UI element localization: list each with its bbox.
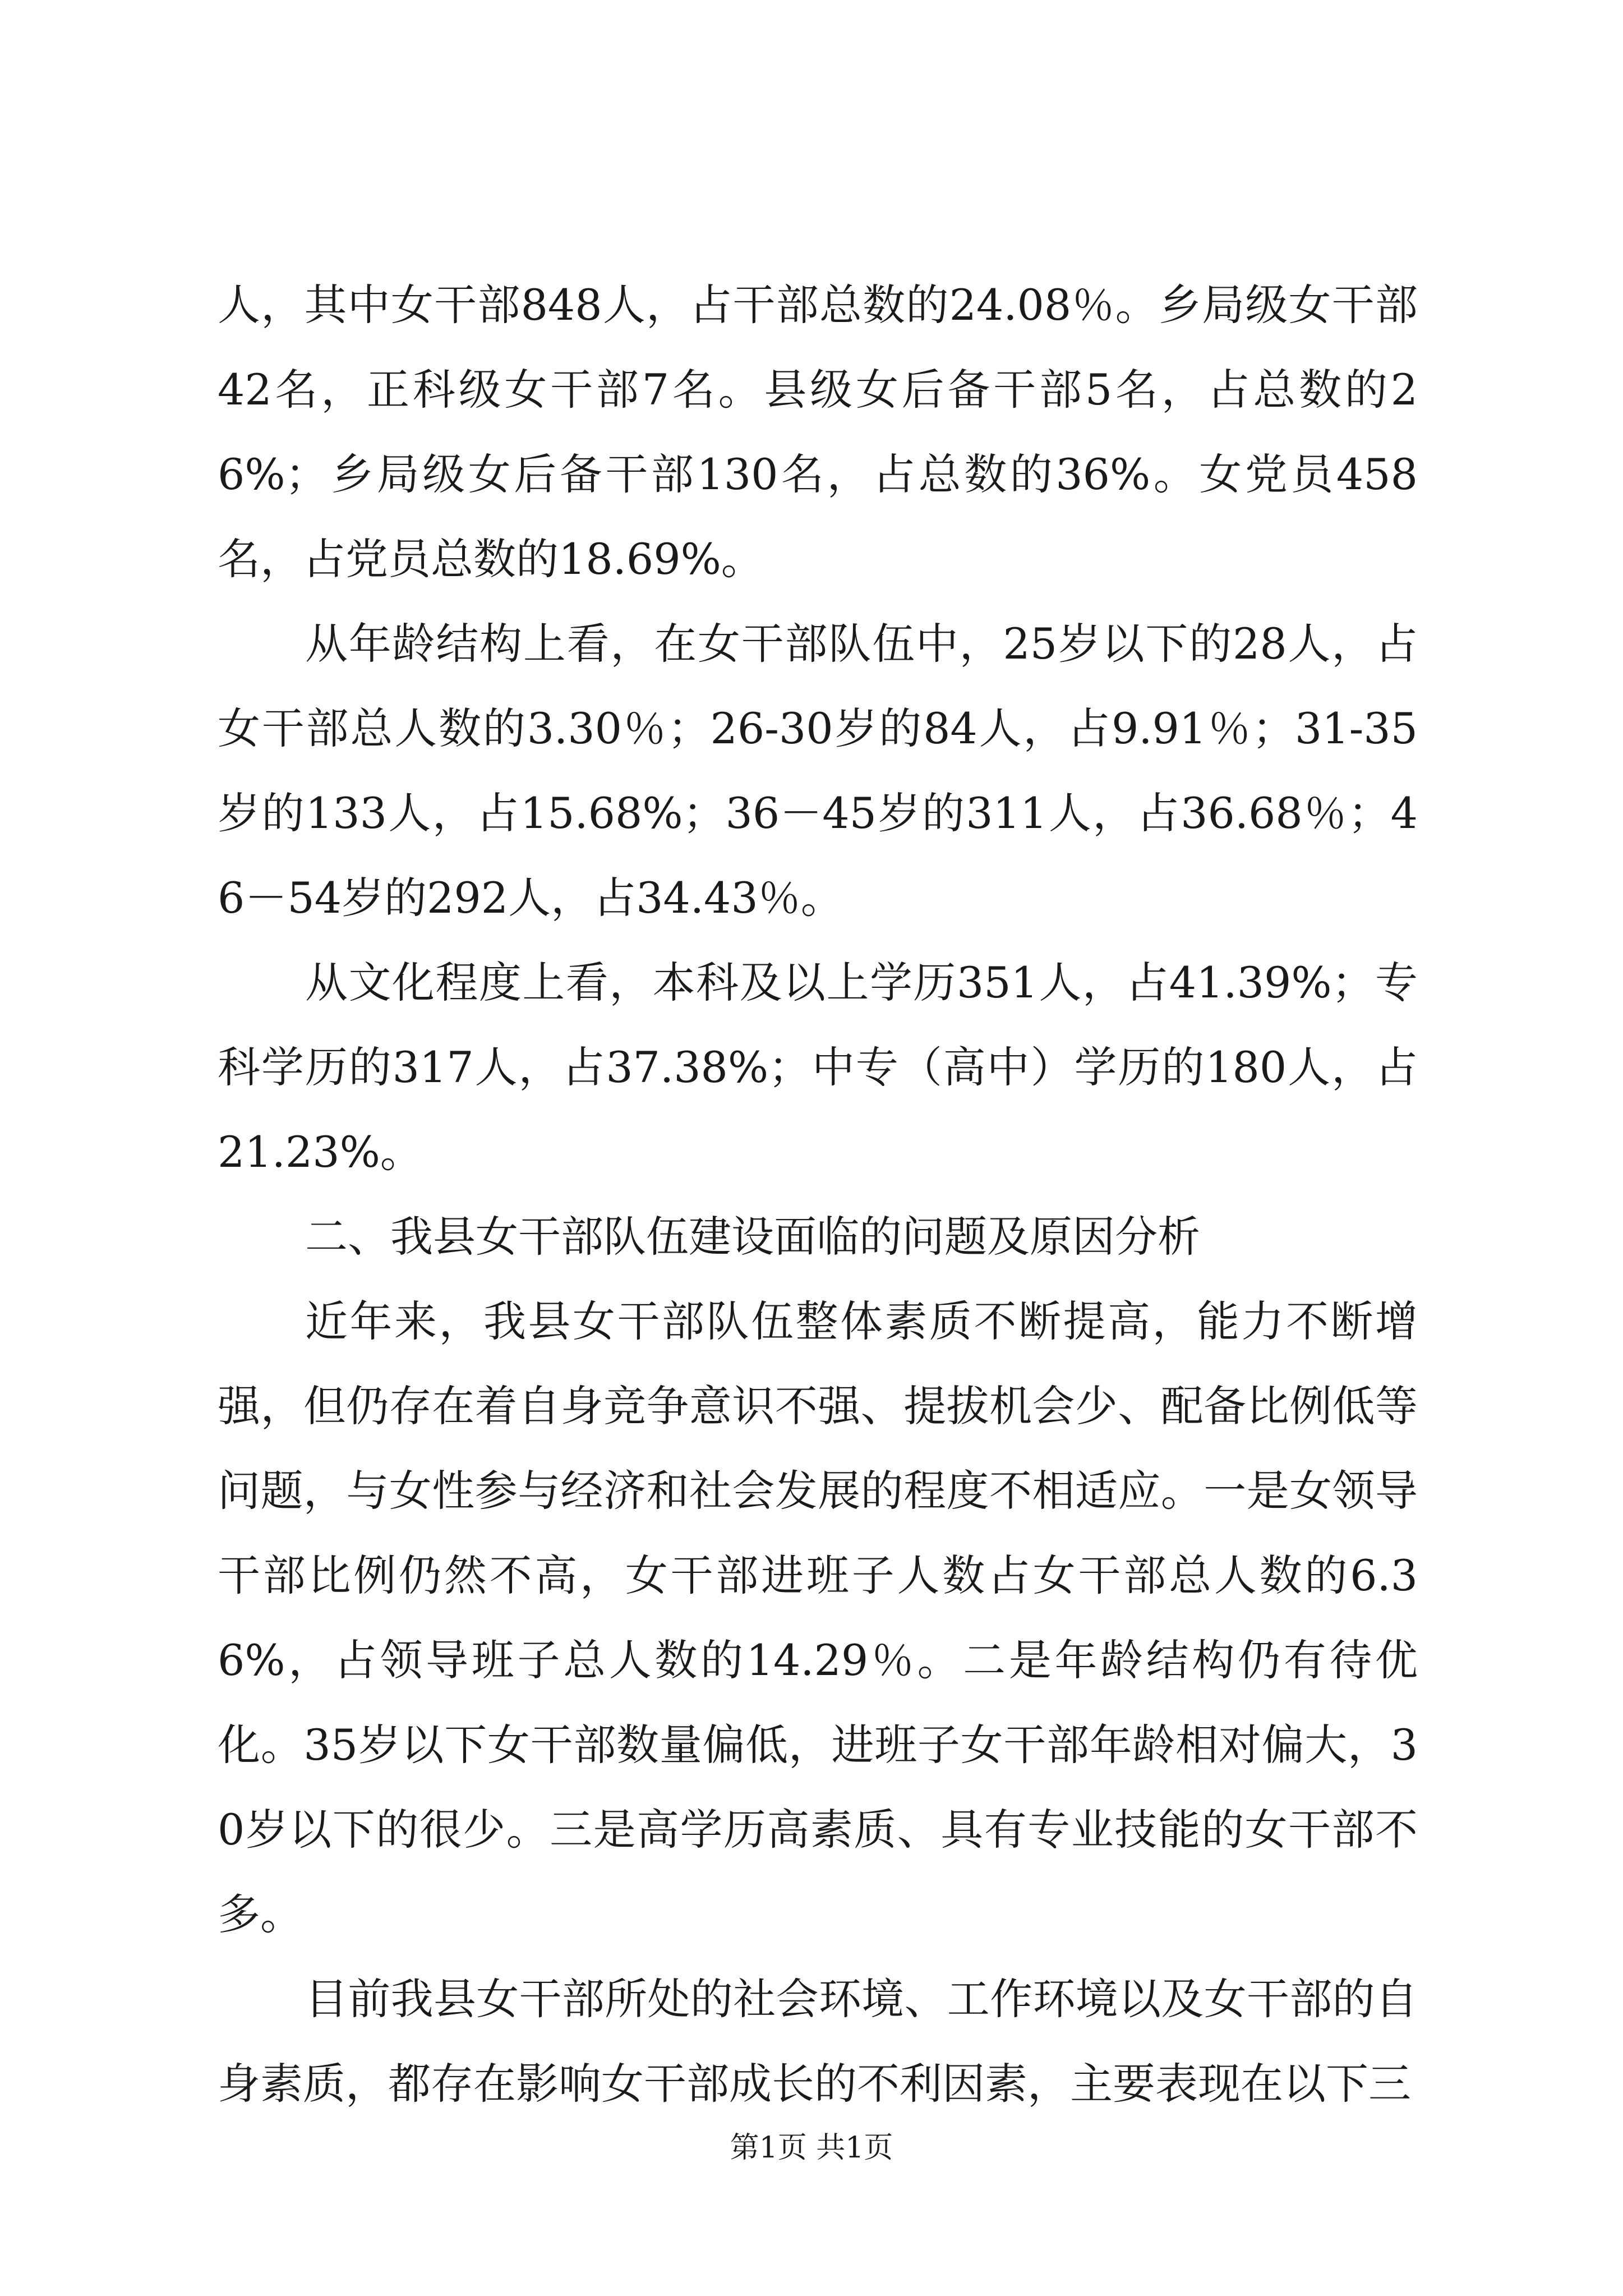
paragraph-education-level: 从文化程度上看，本科及以上学历351人，占41.39%；专科学历的317人，占37.38%；中专（高中）学历的180人，占21.23%。 <box>218 958 1418 1177</box>
paragraph-age-structure: 从年龄结构上看，在女干部队伍中，25岁以下的28人，占女干部总人数的3.30％；26-30岁的84人，占9.91％；31-35岁的133人，占15.68%；36－45岁的311人，占36.68％；46－54岁的292人，占34.43％。 <box>218 619 1418 923</box>
section-heading-problems: 二、我县女干部队伍建设面临的问题及原因分析 <box>305 1212 1200 1262</box>
document-body <box>218 263 1418 2126</box>
paragraph-problems: 近年来，我县女干部队伍整体素质不断提高，能力不断增强，但仍存在着自身竞争意识不强、提拔机会少、配备比例低等问题，与女性参与经济和社会发展的程度不相适应。一是女领导干部比例仍然不高，女干部进班子人数占女干部总人数的6.36%，占领导班子总人数的14.29％。二是年龄结构仍有待优化。35岁以下女干部数量偏低，进班子女干部年龄相对偏大，30岁以下的很少。三是高学历高素质、具有专业技能的女干部不多。 <box>218 1296 1418 1939</box>
page-footer: 第1页 共1页 <box>730 2131 893 2165</box>
paragraph-environment: 目前我县女干部所处的社会环境、工作环境以及女干部的自身素质，都存在影响女干部成长的不利因素，主要表现在以下三 <box>218 1974 1418 2109</box>
paragraph-statistics-overview: 人，其中女干部848人，占干部总数的24.08％。乡局级女干部42名，正科级女干部7名。县级女后备干部5名，占总数的26%；乡局级女后备干部130名，占总数的36%。女党员458名，占党员总数的18.69%。 <box>218 280 1418 584</box>
